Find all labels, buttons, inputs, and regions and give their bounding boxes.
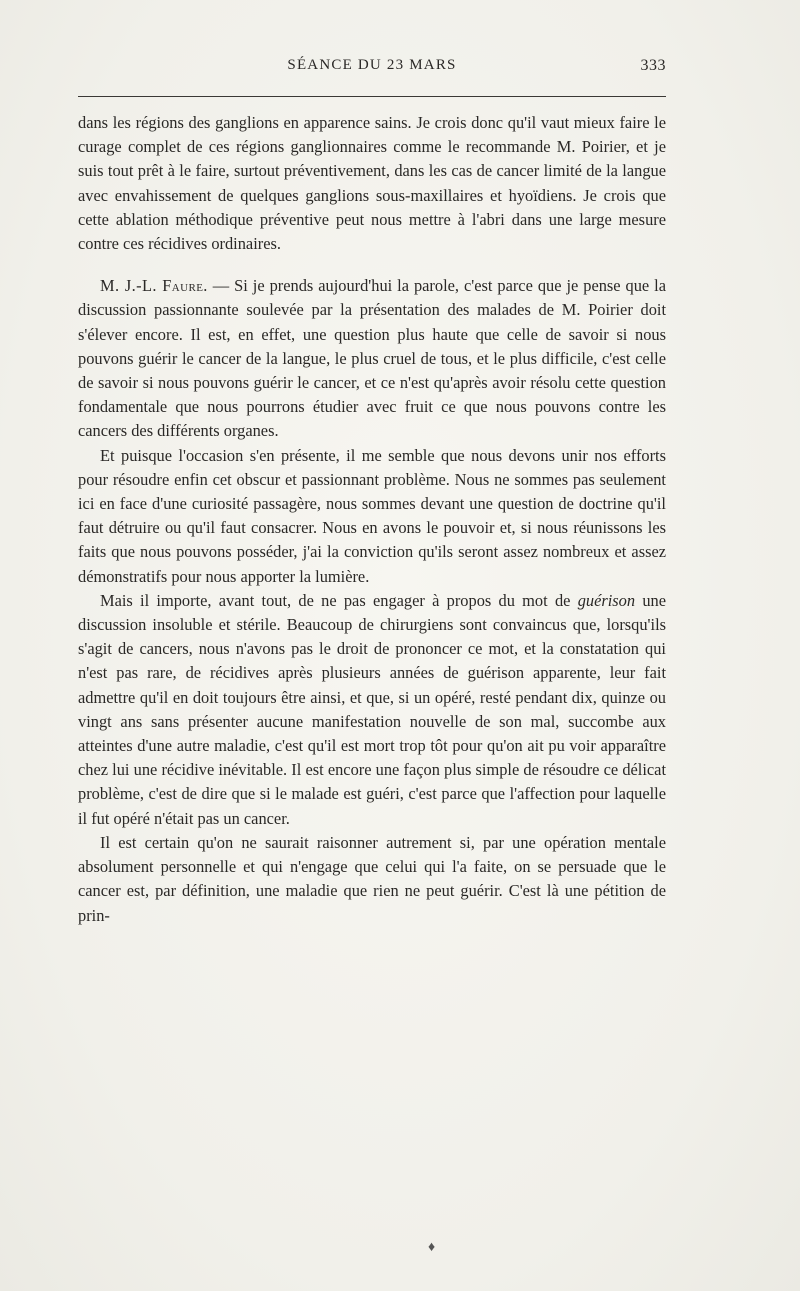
header-rule	[78, 96, 666, 97]
page-number: 333	[640, 57, 666, 74]
paragraph-5: Il est certain qu'on ne saurait raisonner autrement si, par une opération mentale absolument personnelle et qui n'engage que celui qui l'a faite, on se persuade que le cancer est, par définition, une maladie que rien ne peut guérir. C'est là une pétition de prin-	[78, 832, 666, 925]
italic-term: guérison	[577, 590, 636, 610]
paragraph-4-end: une discussion insoluble et stérile. Beaucoup de chirurgiens sont convaincus que, lorsqu'ils s'agit de cancers, nous n'avons pas le droit de prononcer ce mot, et la constatation qui n'est pas rare, de récidives après plusieurs années de guérison apparente, leur fait admettre qu'il en doit toujours être ainsi, et que, si un opéré, resté pendant dix, quinze ou vingt ans sans présenter aucune manifestation nouvelle de son mal, succombe aux atteintes d'une autre maladie, c'est qu'il est mort trop tôt pour qu'on ait pu voir apparaître chez lui une récidive inévitable. Il est encore une façon plus simple de résoudre ce délicat problème, c'est de dire que si le malade est guéri, c'est parce que l'affection pour laquelle il fut opéré n'était pas un cancer.	[78, 590, 666, 828]
paragraph-gap	[78, 256, 666, 274]
paragraph-4	[78, 589, 666, 831]
paragraph-3: Et puisque l'occasion s'en présente, il me semble que nous devons unir nos efforts pour résoudre enfin cet obscur et passionnant problème. Nous ne sommes pas seulement ici en face d'une curiosité passagère, nous sommes devant une question de doctrine qu'il faut détruire ou qu'il faut consacrer. Nous en avons le pouvoir et, si nous réunissons les faits que nous pouvons posséder, j'ai la conviction qu'ils seront assez nombreux et assez démonstratifs pour nous apporter la lumière.	[78, 445, 666, 586]
speaker-name: M. J.-L. Faure.	[100, 276, 208, 296]
body-text	[78, 111, 666, 928]
paragraph-continuation: dans les régions des ganglions en apparence sains. Je crois donc qu'il vaut mieux faire le curage complet de ces régions ganglionnaires comme le recommande M. Poirier, et je suis tout prêt à le faire, surtout préventivement, dans les cas de cancer limité de la langue avec envahissement de quelques ganglions sous-maxillaires et hyoïdiens. Je crois que cette ablation méthodique préventive peut nous mettre à l'abri dans une large mesure contre ces récidives ordinaires.	[78, 113, 666, 254]
running-head: SÉANCE DU 23 MARS	[287, 57, 457, 73]
speaker-text: — Si je prends aujourd'hui la parole, c'est parce que je pense que la discussion passionnante soulevée par la présentation des malades de M. Poirier doit s'élever encore. Il est, en effet, une question plus haute que celle de savoir si nous pouvons guérir le cancer de la langue, le plus cruel de tous, et le plus difficile, c'est celle de savoir si nous pouvons guérir le cancer, et ce n'est qu'après avoir résolu cette question fondamentale que nous pourrons étudier avec fruit ce que nous pouvons contre les cancers des différents organes.	[78, 276, 666, 441]
paragraph-4-start: Mais il importe, avant tout, de ne pas engager à propos du mot de	[100, 590, 578, 610]
page-header	[78, 57, 666, 83]
paragraph-speaker-intro	[78, 274, 666, 443]
footer-mark: ♦	[428, 1240, 436, 1255]
